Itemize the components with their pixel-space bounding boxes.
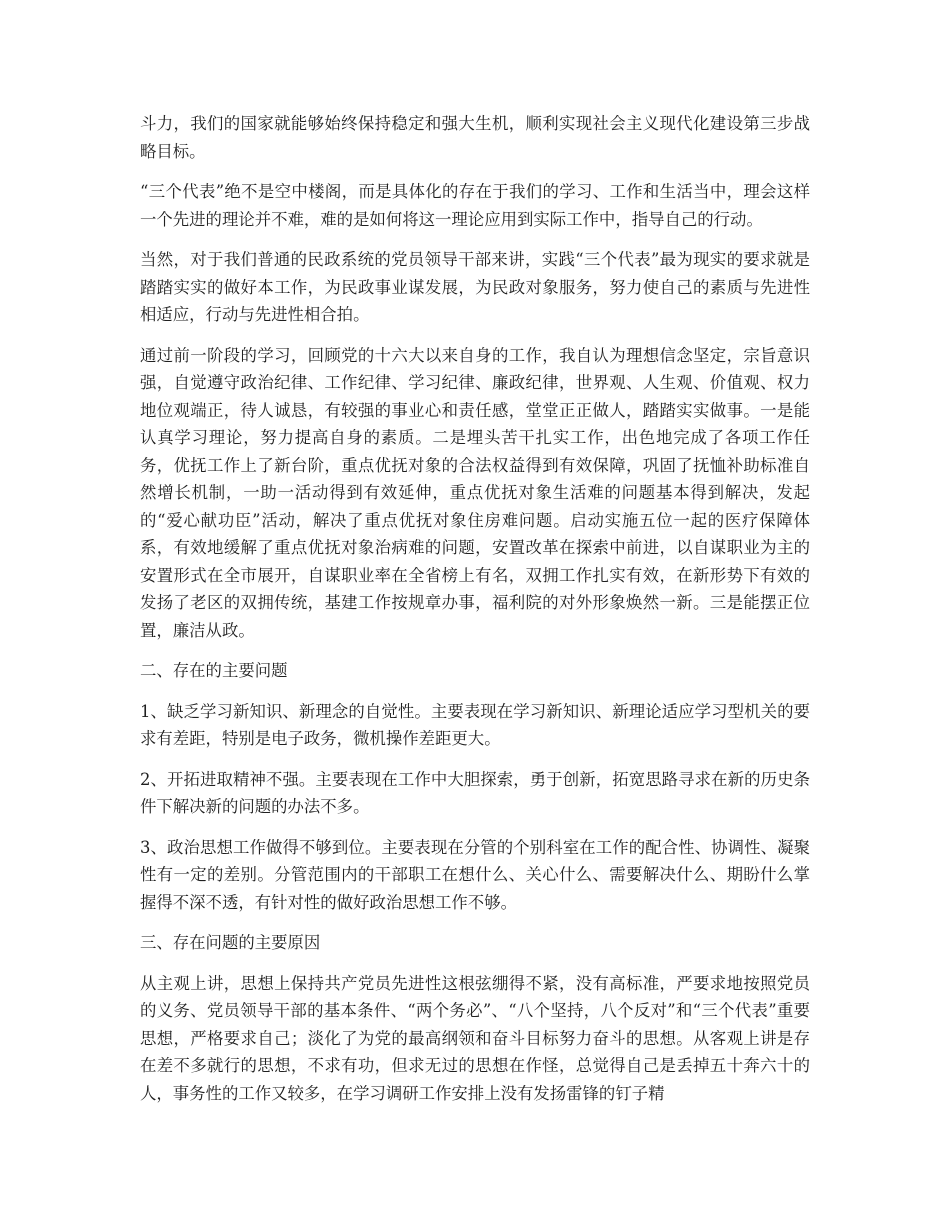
paragraph-practice: 当然，对于我们普通的民政系统的党员领导干部来讲，实践“三个代表”最为现实的要求就是踏踏实实的做好本工作，为民政事业谋发展，为民政对象服务，努力使自己的素质与先进性相适应，行动与先进性相合拍。 [140, 250, 810, 324]
paragraph-causes: 从主观上讲，思想上保持共产党员先进性这根弦绷得不紧，没有高标准，严要求地按照党员的义务、党员领导干部的基本条件、“两个务必”、“八个坚持，八个反对”和“三个代表”重要思想，严格要求自己；淡化了为党的最高纲领和奋斗目标努力奋斗的思想。从客观上讲是存在差不多就行的思想，不求有功，但求无过的思想在作怪，总觉得自己是丢掉五十奔六十的人，事务性的工作又较多，在学习调研工作安排上没有发扬雷锋的钉子精 [140, 973, 810, 1103]
document-body [140, 110, 810, 1120]
paragraph-continuation: 斗力，我们的国家就能够始终保持稳定和强大生机，顺利实现社会主义现代化建设第三步战略目标。 [140, 114, 810, 161]
section-heading-causes: 三、存在问题的主要原因 [140, 933, 321, 952]
paragraph-self-review: 通过前一阶段的学习，回顾党的十六大以来自身的工作，我自认为理想信念坚定，宗旨意识强，自觉遵守政治纪律、工作纪律、学习纪律、廉政纪律，世界观、人生观、价值观、权力地位观端正，待人诚恳，有较强的事业心和责任感，堂堂正正做人，踏踏实实做事。一是能认真学习理论，努力提高自身的素质。二是埋头苦干扎实工作，出色地完成了各项工作任务，优抚工作上了新台阶，重点优抚对象的合法权益得到有效保障，巩固了抚恤补助标准自然增长机制，一助一活动得到有效延伸，重点优抚对象生活难的问题基本得到解决，发起的“爱心献功臣”活动，解决了重点优抚对象住房难问题。启动实施五位一起的医疗保障体系，有效地缓解了重点优抚对象治病难的问题，安置改革在探索中前进，以自谋职业为主的安置形式在全市展开，自谋职业率在全省榜上有名，双拥工作扎实有效，在新形势下有效的发扬了老区的双拥传统，基建工作按规章办事，福利院的对外形象焕然一新。三是能摆正位置，廉洁从政。 [140, 345, 810, 640]
section-heading-problems: 二、存在的主要问题 [140, 661, 288, 680]
paragraph-three-represents: “三个代表”绝不是空中楼阁，而是具体化的存在于我们的学习、工作和生活当中，理会这样一个先进的理论并不难，难的是如何将这一理论应用到实际工作中，指导自己的行动。 [140, 182, 810, 229]
problem-item-2: 2、开拓进取精神不强。主要表现在工作中大胆探索，勇于创新，拓宽思路寻求在新的历史条件下解决新的问题的办法不多。 [140, 769, 810, 816]
problem-item-3: 3、政治思想工作做得不够到位。主要表现在分管的个别科室在工作的配合性、协调性、凝聚性有一定的差别。分管范围内的干部职工在想什么、关心什么、需要解决什么、期盼什么掌握得不深不透，有针对性的做好政治思想工作不够。 [140, 837, 810, 912]
problem-item-1: 1、缺乏学习新知识、新理念的自觉性。主要表现在学习新知识、新理论适应学习型机关的要求有差距，特别是电子政务，微机操作差距更大。 [140, 701, 810, 748]
